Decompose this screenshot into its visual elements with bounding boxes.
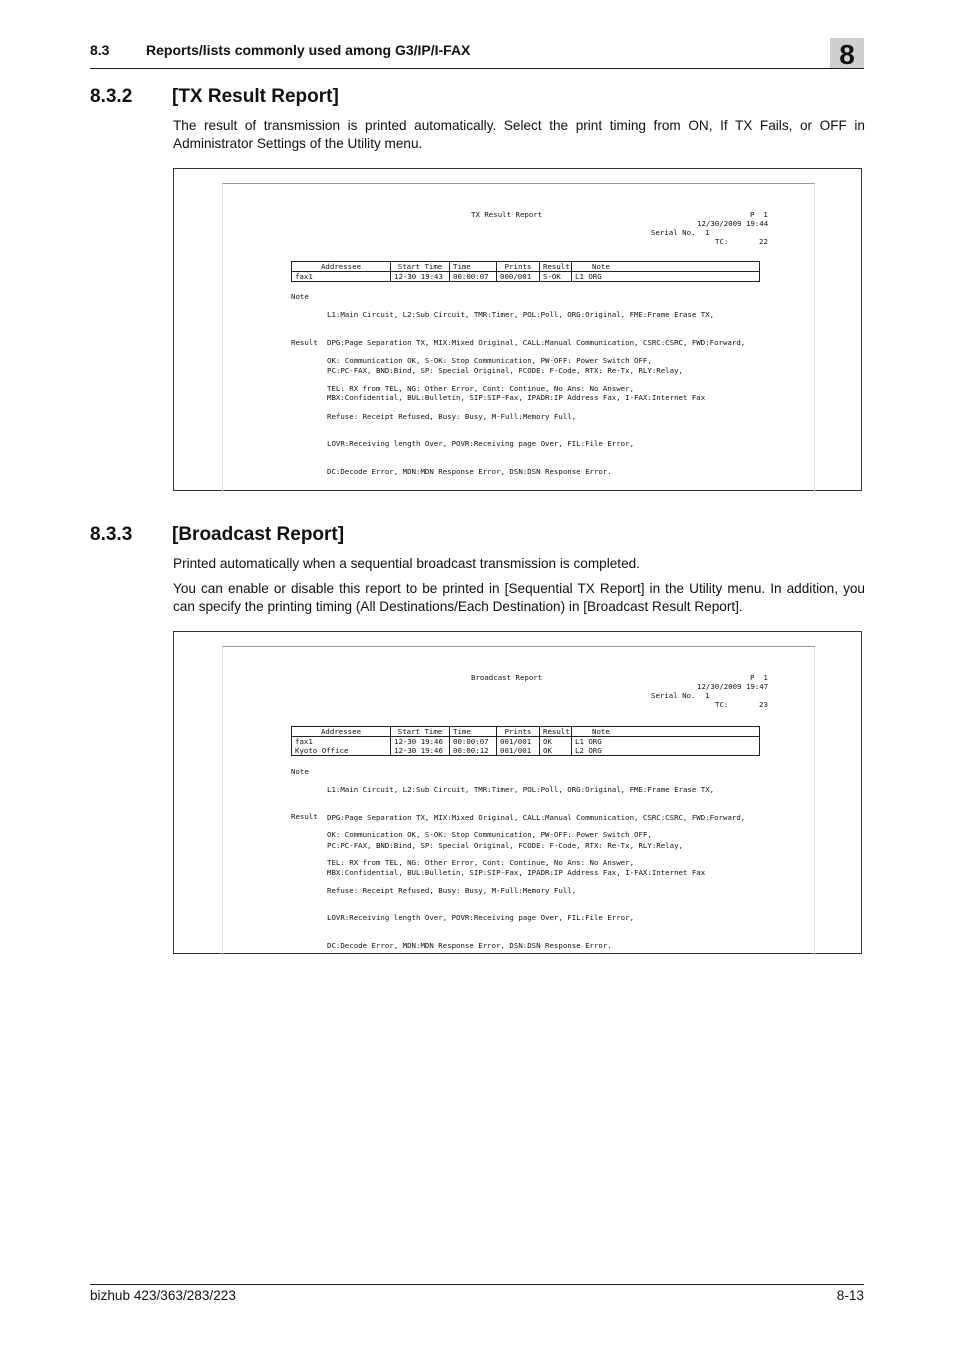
note-line: PC:PC-FAX, BND:Bind, SP: Special Original, FCODE: F-Code, RTX: Re-Tx, RLY:Relay, <box>327 365 683 375</box>
section-heading-broadcast <box>90 524 344 546</box>
note-line: MBX:Confidential, BUL:Bulletin, SIP:SIP-Fax, IPADR:IP Address Fax, I-FAX:Internet Fax <box>327 868 706 878</box>
report-serial-value: 1 <box>705 691 710 700</box>
report-tc-value: 23 <box>759 700 768 709</box>
report-tc-value: 22 <box>759 237 768 246</box>
report-title: TX Result Report <box>471 210 543 219</box>
report-datetime: 12/30/2009 19:47 <box>697 682 769 691</box>
result-line: DC:Decode Error, MDN:MDN Response Error, DSN:DSN Response Error. <box>327 940 612 950</box>
section-paragraph: You can enable or disable this report to be printed in [Sequential TX Report] in the Utility menu. In addition, you can specify the printing timing (All Destinations/Each Destination) in [Broadcast Result Report]. <box>173 581 865 614</box>
section-number: 8.3.2 <box>90 86 133 107</box>
cell-start-time: 12-30 19:43 <box>391 272 450 282</box>
report-table <box>291 726 760 756</box>
report-sheet <box>222 183 815 493</box>
report-datetime: 12/30/2009 19:44 <box>697 219 769 228</box>
cell-addressee: fax1 <box>292 272 391 282</box>
note-label: Note <box>291 292 309 301</box>
report-table <box>291 261 760 282</box>
result-line: OK: Communication OK, S-OK: Stop Communication, PW-OFF: Power Switch OFF, <box>327 830 652 840</box>
cell-prints: 000/001 <box>497 272 540 282</box>
cell-prints: 001/001 001/001 <box>497 737 540 756</box>
result-line: TEL: RX from TEL, NG: Other Error, Cont: Continue, No Ans: No Answer, <box>327 858 635 868</box>
footer-model: bizhub 423/363/283/223 <box>90 1288 236 1303</box>
note-line: PC:PC-FAX, BND:Bind, SP: Special Original, FCODE: F-Code, RTX: Re-Tx, RLY:Relay, <box>327 840 683 850</box>
cell-result: OK OK <box>540 737 572 756</box>
result-line: LOVR:Receiving length Over, POVR:Receiving page Over, FIL:File Error, <box>327 913 635 923</box>
note-line: DPG:Page Separation TX, MIX:Mixed Original, CALL:Manual Communication, CSRC:CSRC, FWD:Forward, <box>327 813 746 823</box>
broadcast-report-image <box>173 631 862 954</box>
col-result: Result <box>540 262 572 272</box>
col-prints: Prints <box>497 262 540 272</box>
col-note: Note <box>572 262 760 272</box>
col-time: Time <box>450 262 497 272</box>
table-row <box>292 737 760 756</box>
cell-note: L1 ORG L2 ORG <box>572 737 760 756</box>
col-note: Note <box>572 727 760 737</box>
tx-result-report-image <box>173 168 862 491</box>
report-tc-label: TC: <box>715 237 729 246</box>
result-line: OK: Communication OK, S-OK: Stop Communication, PW-OFF: Power Switch OFF, <box>327 356 652 366</box>
result-line: LOVR:Receiving length Over, POVR:Receiving page Over, FIL:File Error, <box>327 439 635 449</box>
col-prints: Prints <box>497 727 540 737</box>
report-serial-value: 1 <box>705 228 710 237</box>
result-label: Result <box>291 812 318 821</box>
page-footer <box>90 1284 864 1303</box>
result-lines <box>327 338 652 494</box>
cell-addressee: fax1 Kyoto Office <box>292 737 391 756</box>
col-addressee: Addressee <box>292 727 391 737</box>
section-heading-tx-result <box>90 86 339 108</box>
note-line: L1:Main Circuit, L2:Sub Circuit, TMR:Timer, POL:Poll, ORG:Original, FME:Frame Erase TX, <box>327 310 715 320</box>
result-line: TEL: RX from TEL, NG: Other Error, Cont: Continue, No Ans: No Answer, <box>327 384 635 394</box>
section-title: [Broadcast Report] <box>172 524 345 545</box>
cell-time: 00:00:07 00:00:12 <box>450 737 497 756</box>
report-sheet <box>222 646 815 956</box>
section-number: 8.3.3 <box>90 524 133 545</box>
footer-page-number: 8-13 <box>836 1288 864 1303</box>
col-result: Result <box>540 727 572 737</box>
result-lines <box>327 812 652 968</box>
chapter-badge: 8 <box>830 38 864 68</box>
note-label: Note <box>291 767 309 776</box>
result-line: Refuse: Receipt Refused, Busy: Busy, M-Full:Memory Full, <box>327 885 577 895</box>
col-start-time: Start Time <box>391 262 450 272</box>
cell-note: L1 ORG <box>572 272 760 282</box>
cell-start-time: 12-30 19:46 12-30 19:46 <box>391 737 450 756</box>
note-line: DPG:Page Separation TX, MIX:Mixed Original, CALL:Manual Communication, CSRC:CSRC, FWD:Forward, <box>327 338 746 348</box>
report-serial-label: Serial No. <box>651 691 696 700</box>
table-header-row <box>292 727 760 737</box>
result-line: Refuse: Receipt Refused, Busy: Busy, M-Full:Memory Full, <box>327 411 577 421</box>
col-start-time: Start Time <box>391 727 450 737</box>
cell-result: S-OK <box>540 272 572 282</box>
report-tc-label: TC: <box>715 700 729 709</box>
report-page: P 1 <box>750 673 768 682</box>
section-paragraph: Printed automatically when a sequential broadcast transmission is completed. <box>173 556 640 571</box>
result-label: Result <box>291 338 318 347</box>
table-header-row <box>292 262 760 272</box>
col-addressee: Addressee <box>292 262 391 272</box>
table-row <box>292 272 760 282</box>
col-time: Time <box>450 727 497 737</box>
section-paragraph: The result of transmission is printed automatically. Select the print timing from ON, If TX Fails, or OFF in Administrator Settings of the Utility menu. <box>173 118 865 151</box>
result-line: DC:Decode Error, MDN:MDN Response Error, DSN:DSN Response Error. <box>327 466 612 476</box>
note-line: L1:Main Circuit, L2:Sub Circuit, TMR:Timer, POL:Poll, ORG:Original, FME:Frame Erase TX, <box>327 785 715 795</box>
header-section-title: Reports/lists commonly used among G3/IP/I-FAX <box>146 42 471 58</box>
report-serial-label: Serial No. <box>651 228 696 237</box>
report-page: P 1 <box>750 210 768 219</box>
section-title: [TX Result Report] <box>172 86 339 107</box>
cell-time: 00:00:07 <box>450 272 497 282</box>
running-header <box>90 39 864 70</box>
note-line: MBX:Confidential, BUL:Bulletin, SIP:SIP-Fax, IPADR:IP Address Fax, I-FAX:Internet Fax <box>327 393 706 403</box>
report-title: Broadcast Report <box>471 673 543 682</box>
header-section-number: 8.3 <box>90 42 110 58</box>
